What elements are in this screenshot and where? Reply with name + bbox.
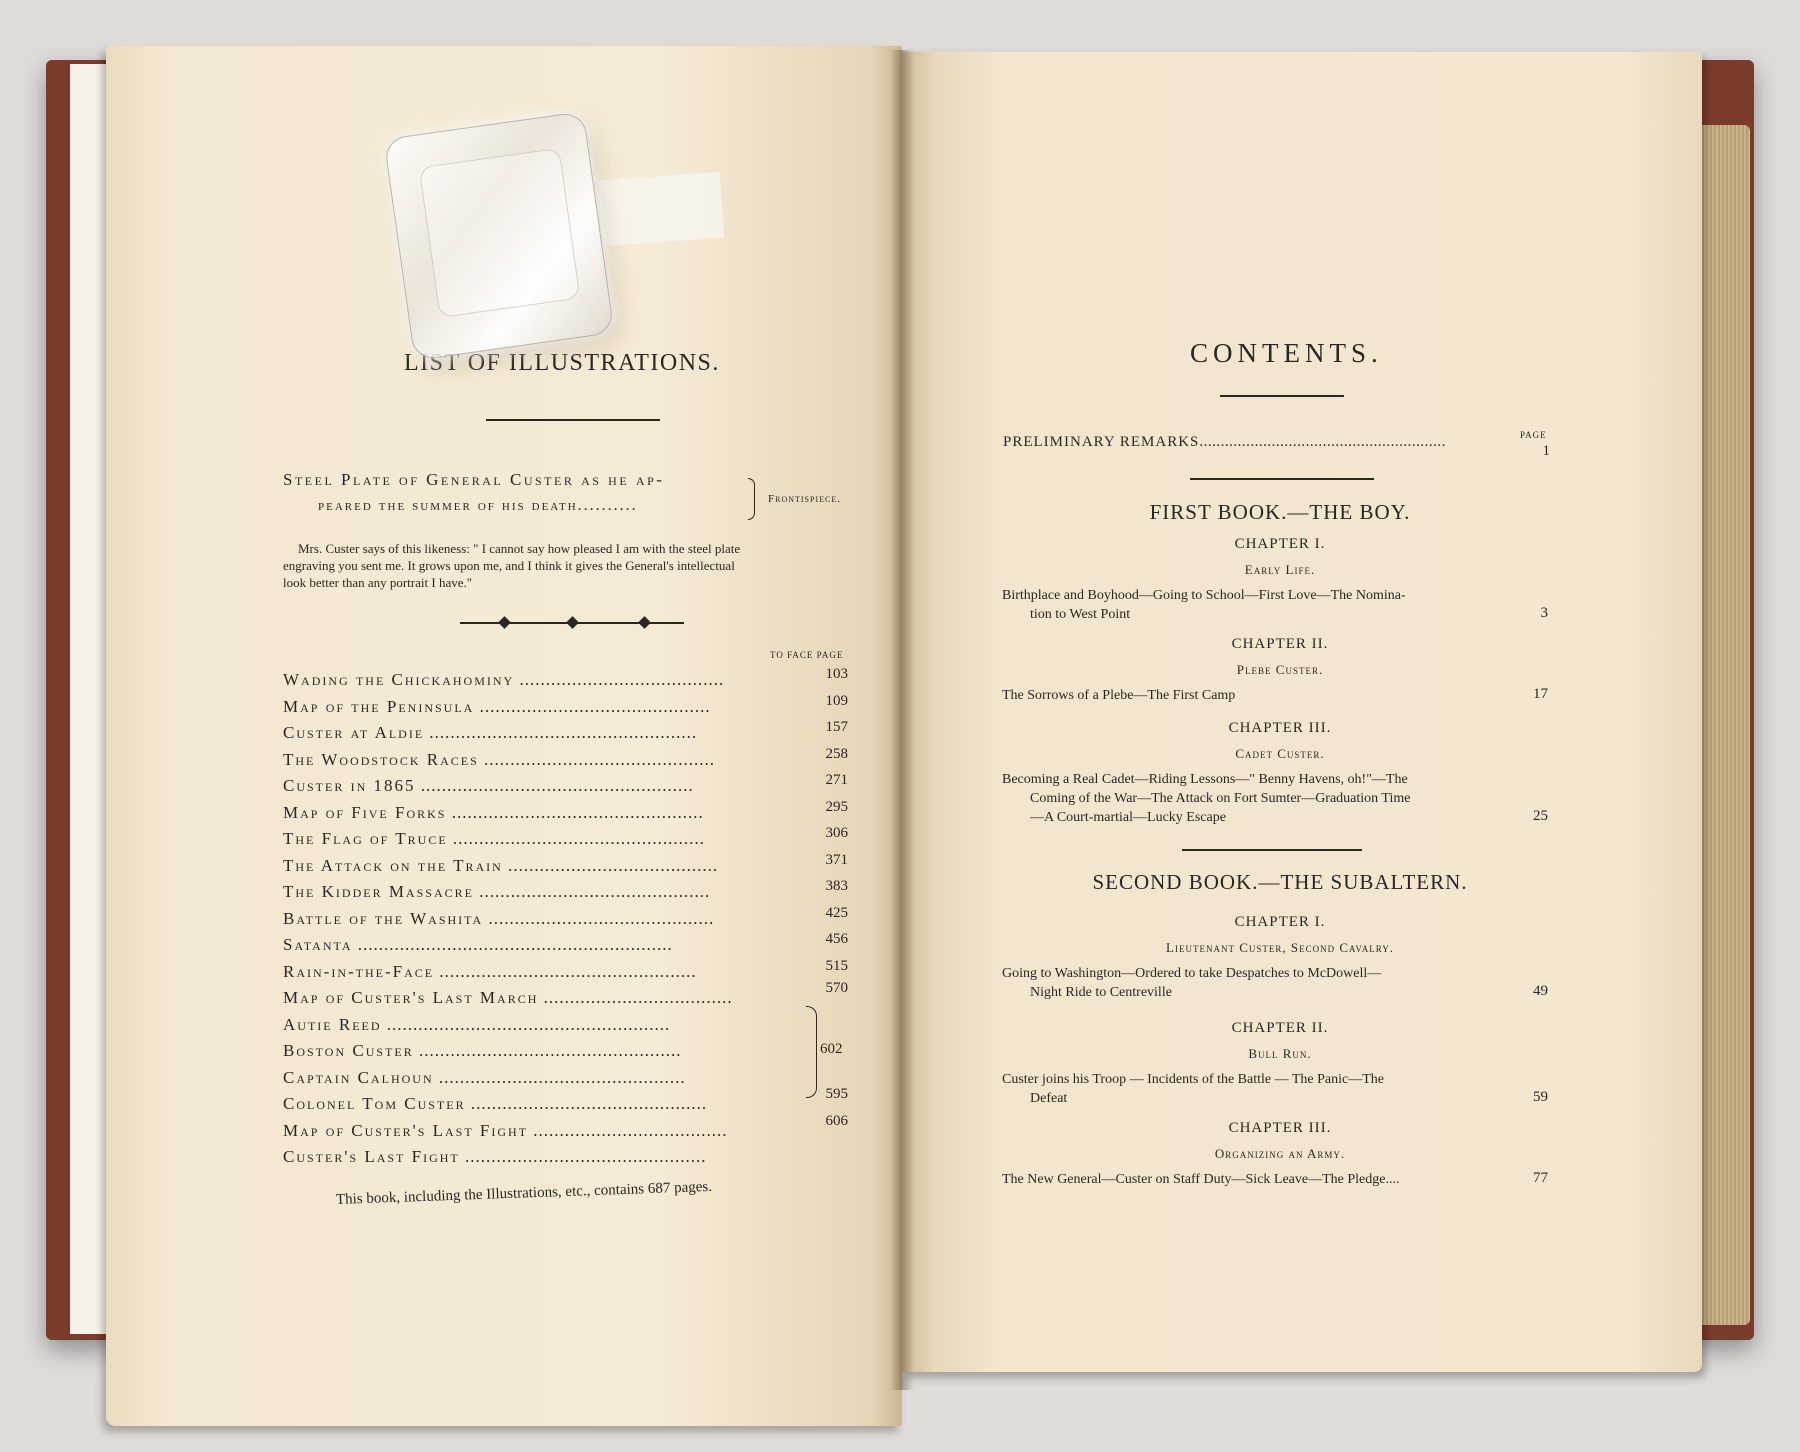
chapter-summary-line: —A Court-martial—Lucky Escape [1030, 810, 1226, 825]
illustration-page-number: 103 [825, 666, 848, 682]
illustration-label: Colonel Tom Custer [283, 1094, 466, 1113]
illustration-entry [283, 962, 697, 982]
tape-strip [598, 172, 724, 246]
illustration-page-number: 271 [825, 772, 848, 788]
frontispiece-line-1: Steel Plate of General Custer as he ap- [283, 470, 665, 489]
chapter-summary-line: The Sorrows of a Plebe—The First Camp [1002, 688, 1236, 703]
leader-dots: ............................................... [433, 1067, 686, 1087]
illustration-label: Custer at Aldie [283, 723, 425, 742]
illustration-entry [283, 750, 715, 770]
illustration-page-number: 606 [825, 1112, 848, 1129]
quote-line-1: Mrs. Custer says of this likeness: " I cannot say how pleased I am with the steel plate [298, 541, 741, 556]
chapter-summary-line: Coming of the War—The Attack on Fort Sumter—Graduation Time [1030, 791, 1411, 806]
title-rule [486, 419, 660, 421]
group-page-number: 602 [820, 1041, 843, 1057]
to-face-page-header: TO FACE PAGE [770, 650, 844, 660]
illustration-label: Map of the Peninsula [283, 696, 475, 716]
illustration-label: The Attack on the Train [283, 855, 503, 875]
chapter-heading: CHAPTER III. [1228, 1120, 1332, 1136]
chapter-subtitle: Plebe Custer. [1236, 662, 1324, 677]
leader-dots: ................................................... [424, 723, 698, 742]
illustration-label: Custer's Last Fight [283, 1147, 460, 1166]
illustration-entry [283, 670, 724, 690]
contents-title-rule [1220, 395, 1344, 397]
illustration-entry [283, 935, 673, 955]
chapter-subtitle: Cadet Custer. [1235, 746, 1325, 761]
leader-dots: .............................................. [459, 1147, 707, 1166]
page-count-footer: This book, including the Illustrations, etc., contains 687 pages. [335, 1178, 713, 1208]
leader-dots: .................................... [538, 988, 733, 1007]
illustration-entry [283, 1068, 686, 1088]
illustration-entry [283, 856, 718, 876]
illustration-entry [283, 803, 704, 823]
illustration-label: Rain-in-the-Face [283, 961, 435, 981]
chapter-page-number: 3 [1540, 605, 1548, 621]
illustration-label: Satanta [283, 935, 353, 954]
illustration-entry [283, 776, 694, 796]
chapter-subtitle: Organizing an Army. [1214, 1146, 1346, 1161]
chapter-heading: CHAPTER II. [1231, 1020, 1329, 1036]
quote-line-3: look better than any portrait I have." [283, 575, 473, 590]
chapter-page-number: 25 [1533, 808, 1548, 824]
illustration-page-number: 157 [825, 719, 848, 735]
chapter-page-number: 77 [1533, 1170, 1548, 1186]
preliminary-page: 1 [1542, 443, 1550, 459]
frontispiece-line-2: peared the summer of his death.......... [318, 497, 638, 514]
leader-dots: ................................................. [434, 961, 697, 981]
chapter-page-number: 17 [1533, 686, 1548, 702]
leader-dots: ............................................. [465, 1094, 708, 1113]
illustration-label: Battle of the Washita [283, 908, 484, 928]
chapter-heading: CHAPTER I. [1234, 536, 1326, 552]
group-brace [806, 1006, 817, 1098]
illustration-page-number: 109 [825, 692, 848, 709]
illustration-label: Map of Custer's Last Fight [283, 1120, 529, 1140]
preliminary-remarks: PRELIMINARY REMARKS.......................................................... [1003, 434, 1446, 450]
illustration-page-number: 258 [825, 745, 848, 762]
illustration-page-number: 570 [825, 980, 848, 996]
leader-dots: ............................................ [474, 696, 711, 716]
illustration-entry [283, 882, 710, 902]
leader-dots: ........................................... [483, 908, 715, 928]
page-edges [1700, 125, 1750, 1325]
chapter-summary-line: Custer joins his Troop — Incidents of the Battle — The Panic—The [1002, 1072, 1384, 1087]
illustration-label: Map of Custer's Last March [283, 988, 539, 1007]
illustration-page-number: 515 [825, 957, 848, 974]
illustration-entry [283, 1147, 707, 1167]
frontispiece-brace [748, 478, 755, 520]
illustration-entry [283, 697, 711, 717]
illustrations-title: LIST OF ILLUSTRATIONS. [404, 350, 720, 376]
illustration-label: The Kidder Massacre [283, 882, 474, 901]
illustration-entry [283, 829, 705, 849]
illustration-entry [283, 1121, 728, 1141]
illustration-label: Map of Five Forks [283, 802, 447, 822]
illustration-entry [283, 1041, 681, 1061]
illustration-page-number: 371 [825, 851, 848, 868]
page-column-header: PAGE [1520, 430, 1547, 440]
section-rule-2 [1182, 849, 1362, 851]
book2-title: SECOND BOOK.—THE SUBALTERN. [1092, 870, 1468, 894]
leader-dots: ............................................ [473, 882, 711, 901]
leader-dots: ........................................ [502, 855, 719, 875]
chapter-page-number: 59 [1533, 1089, 1548, 1105]
illustration-entry [283, 1015, 670, 1035]
illustration-page-number: 595 [825, 1086, 848, 1102]
illustration-label: Captain Calhoun [283, 1067, 434, 1087]
leader-dots: ............................................ [478, 749, 716, 769]
chapter-heading: CHAPTER I. [1234, 914, 1326, 930]
glass-paperweight [383, 111, 614, 361]
leader-dots: ................................................ [447, 829, 705, 848]
chapter-page-number: 49 [1533, 983, 1548, 999]
illustration-page-number: 383 [825, 878, 848, 894]
chapter-heading: CHAPTER III. [1228, 720, 1332, 736]
illustration-label: Autie Reed [283, 1014, 382, 1034]
illustration-page-number: 295 [825, 798, 848, 815]
chapter-summary-line: Defeat [1030, 1091, 1068, 1106]
ornamental-rule [460, 617, 684, 629]
quote-line-2: engraving you sent me. It grows upon me, and I think it gives the General's intellectual [283, 558, 735, 573]
illustration-entry [283, 1094, 707, 1114]
illustration-page-number: 425 [825, 904, 848, 921]
chapter-subtitle: Lieutenant Custer, Second Cavalry. [1166, 940, 1394, 955]
chapter-subtitle: Bull Run. [1248, 1046, 1312, 1061]
leader-dots: ...................................................... [381, 1014, 671, 1034]
illustration-page-number: 456 [825, 931, 848, 947]
chapter-summary-line: Night Ride to Centreville [1030, 985, 1172, 1000]
leader-dots: ....................................... [514, 670, 725, 689]
illustration-entry [283, 988, 733, 1008]
book1-title: FIRST BOOK.—THE BOY. [1149, 500, 1411, 524]
chapter-summary-line: Becoming a Real Cadet—Riding Lessons—" Benny Havens, oh!"—The [1002, 772, 1408, 787]
section-rule-1 [1190, 478, 1374, 480]
illustration-label: The Flag of Truce [283, 829, 448, 848]
illustration-label: Custer in 1865 [283, 776, 416, 795]
leader-dots: .................................................. [413, 1041, 682, 1060]
chapter-heading: CHAPTER II. [1231, 636, 1329, 652]
chapter-summary-line: Birthplace and Boyhood—Going to School—First Love—The Nomina- [1002, 588, 1406, 603]
chapter-summary-line: Going to Washington—Ordered to take Despatches to McDowell— [1002, 966, 1382, 981]
leader-dots: ............................................................ [352, 935, 673, 954]
illustration-label: Boston Custer [283, 1041, 414, 1060]
contents-title: CONTENTS. [1190, 338, 1383, 368]
chapter-summary-line: The New General—Custer on Staff Duty—Sick Leave—The Pledge.... [1002, 1172, 1400, 1187]
illustration-label: The Woodstock Races [283, 749, 479, 769]
chapter-summary-line: tion to West Point [1030, 607, 1131, 622]
leader-dots: ................................................ [446, 802, 704, 822]
leader-dots: ..................................... [528, 1120, 728, 1140]
illustration-entry [283, 909, 714, 929]
illustration-label: Wading the Chickahominy [283, 670, 515, 689]
frontispiece-label: Frontispiece. [768, 493, 841, 505]
chapter-subtitle: Early Life. [1244, 562, 1316, 577]
illustration-page-number: 306 [825, 825, 848, 841]
illustration-entry [283, 723, 697, 743]
book-gutter [890, 50, 914, 1390]
leader-dots: .................................................... [415, 776, 694, 795]
